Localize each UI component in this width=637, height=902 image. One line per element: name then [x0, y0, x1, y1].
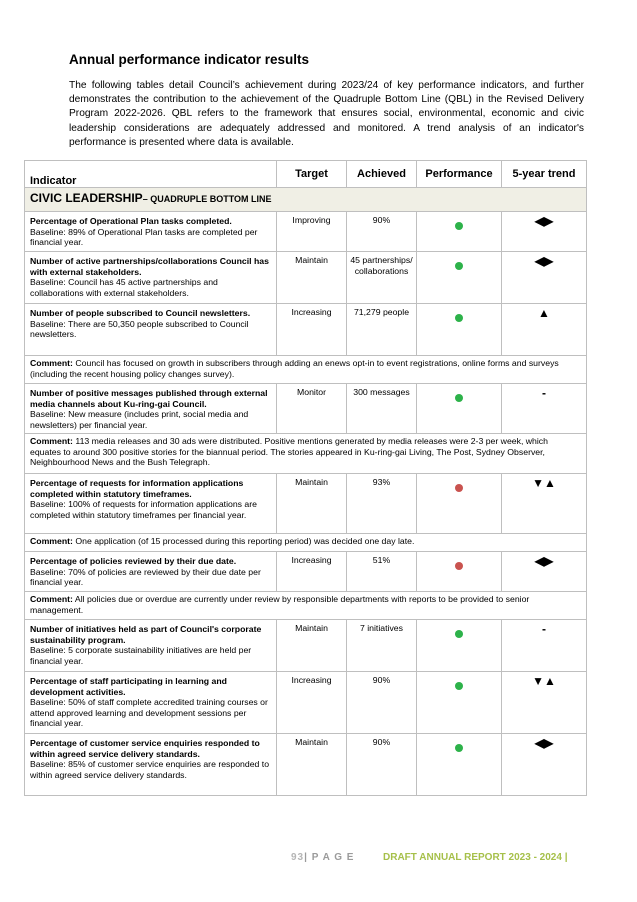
comment-row [25, 534, 587, 552]
comment-label: Comment: [30, 436, 73, 446]
indicator-cell [25, 304, 277, 356]
achieved-cell: 45 partnerships/ collaborations [347, 252, 417, 304]
indicator-name: Percentage of customer service enquiries responded to within agreed service delivery standards. [30, 738, 260, 759]
achieved-cell: 90% [347, 734, 417, 796]
indicator-baseline: Baseline: Council has 45 active partnerships and collaborations with external stakeholders. [30, 277, 218, 298]
table-row [25, 304, 587, 356]
indicator-baseline: Baseline: 85% of customer service enquiries are responded to within agreed service delivery standards. [30, 759, 270, 780]
comment-row [25, 434, 587, 474]
table-row [25, 252, 587, 304]
comment-cell [25, 356, 587, 384]
table-row [25, 734, 587, 796]
section-heading [25, 188, 587, 212]
indicator-name: Percentage of requests for information applications completed within statutory timeframes. [30, 478, 244, 499]
comment-text: Council has focused on growth in subscribers through adding an enews opt-in to event registrations, online forms and surveys (including the recent housing policy changes survey). [30, 358, 559, 379]
trend-cell: ◀▶ [502, 552, 587, 592]
performance-cell [417, 384, 502, 434]
page-number: 93| P A G E [291, 852, 355, 863]
comment-row [25, 356, 587, 384]
trend-cell: ◀▶ [502, 252, 587, 304]
indicator-cell [25, 552, 277, 592]
trend-cell: ▼▲ [502, 474, 587, 534]
status-dot-green [455, 744, 463, 752]
indicator-name: Number of people subscribed to Council newsletters. [30, 308, 251, 318]
section-row [25, 188, 587, 212]
indicator-name: Percentage of Operational Plan tasks completed. [30, 216, 232, 226]
performance-cell [417, 552, 502, 592]
target-cell: Maintain [277, 620, 347, 672]
status-dot-red [455, 562, 463, 570]
achieved-cell: 93% [347, 474, 417, 534]
comment-label: Comment: [30, 594, 73, 604]
performance-cell [417, 212, 502, 252]
indicator-cell [25, 672, 277, 734]
table-row [25, 620, 587, 672]
indicator-baseline: Baseline: New measure (includes print, social media and newsletters) per financial year. [30, 409, 249, 430]
target-cell: Monitor [277, 384, 347, 434]
table-row [25, 552, 587, 592]
table-row [25, 384, 587, 434]
target-cell: Maintain [277, 734, 347, 796]
indicator-baseline: Baseline: 70% of policies are reviewed by their due date per financial year. [30, 566, 261, 588]
trend-cell: - [502, 384, 587, 434]
indicator-baseline: Baseline: There are 50,350 people subscribed to Council newsletters. [30, 318, 249, 340]
header-performance: Performance [417, 161, 502, 188]
page-title: Annual performance indicator results [69, 52, 310, 67]
comment-cell [25, 434, 587, 474]
achieved-cell: 90% [347, 672, 417, 734]
target-cell: Maintain [277, 252, 347, 304]
indicator-cell [25, 252, 277, 304]
comment-row [25, 592, 587, 620]
target-cell: Improving [277, 212, 347, 252]
performance-cell [417, 672, 502, 734]
status-dot-red [455, 484, 463, 492]
trend-cell: ▲ [502, 304, 587, 356]
comment-text: All policies due or overdue are currently under review by responsible departments with reports to be provided to senior management. [30, 594, 530, 615]
kpi-table [24, 160, 587, 796]
indicator-baseline: Baseline: 5 corporate sustainability initiatives are held per financial year. [30, 645, 252, 666]
comment-label: Comment: [30, 358, 73, 368]
achieved-cell: 71,279 people [347, 304, 417, 356]
trend-cell: ◀▶ [502, 734, 587, 796]
status-dot-green [455, 314, 463, 322]
table-row [25, 672, 587, 734]
target-cell: Increasing [277, 552, 347, 592]
indicator-cell [25, 384, 277, 434]
comment-cell [25, 534, 587, 552]
header-indicator: Indicator [25, 161, 277, 188]
comment-cell [25, 592, 587, 620]
trend-cell: - [502, 620, 587, 672]
indicator-baseline: Baseline: 89% of Operational Plan tasks are completed per financial year. [30, 226, 258, 248]
target-cell: Maintain [277, 474, 347, 534]
indicator-baseline: Baseline: 100% of requests for information applications are completed within statutory timeframes per financial year. [30, 499, 257, 520]
trend-cell: ▼▲ [502, 672, 587, 734]
intro-paragraph: The following tables detail Council’s achievement during 2023/24 of key performance indicators, and further demonstrates the contribution to the achievement of the Quadruple Bottom Line (QBL) in the Revised Delivery Program 2022-2026. QBL refers to the framework that ensures social, environmental, economic and civic leadership considerations are adequately addressed and monitored. A trend analysis of an indicator's performance is presented where data is available. [69, 80, 584, 148]
indicator-name: Percentage of staff participating in learning and development activities. [30, 676, 227, 697]
indicator-baseline: Baseline: 50% of staff complete accredited training courses or attend approved learning and development sessions per financial year. [30, 697, 268, 729]
table-row [25, 212, 587, 252]
section-title: CIVIC LEADERSHIP [30, 191, 143, 205]
comment-text: 113 media releases and 30 ads were distributed. Positive mentions generated by media releases were 2-3 per week, which equates to around 300 positive stories for the biannual period. The stories appeared in Ku-ring-gai Living, The Post, Sydney Observer, Neighbourhood News and the Bush Telegraph. [30, 436, 548, 468]
status-dot-green [455, 630, 463, 638]
indicator-name: Number of active partnerships/collaborations Council has with external stakeholders. [30, 256, 269, 277]
indicator-cell [25, 734, 277, 796]
indicator-name: Percentage of policies reviewed by their due date. [30, 556, 237, 566]
report-title-footer: DRAFT ANNUAL REPORT 2023 - 2024 | [383, 852, 568, 863]
achieved-cell: 51% [347, 552, 417, 592]
status-dot-green [455, 394, 463, 402]
comment-label: Comment: [30, 536, 73, 546]
indicator-name: Number of initiatives held as part of Council's corporate sustainability program. [30, 624, 262, 645]
header-target: Target [277, 161, 347, 188]
table-row [25, 474, 587, 534]
achieved-cell: 300 messages [347, 384, 417, 434]
status-dot-green [455, 222, 463, 230]
performance-cell [417, 252, 502, 304]
indicator-cell [25, 212, 277, 252]
status-dot-green [455, 682, 463, 690]
section-subtitle: – QUADRUPLE BOTTOM LINE [142, 194, 272, 204]
indicator-cell [25, 620, 277, 672]
header-achieved: Achieved [347, 161, 417, 188]
achieved-cell: 7 initiatives [347, 620, 417, 672]
indicator-cell [25, 474, 277, 534]
trend-cell: ◀▶ [502, 212, 587, 252]
target-cell: Increasing [277, 304, 347, 356]
achieved-cell: 90% [347, 212, 417, 252]
performance-cell [417, 474, 502, 534]
comment-text: One application (of 15 processed during this reporting period) was decided one day late. [72, 536, 415, 546]
target-cell: Increasing [277, 672, 347, 734]
performance-cell [417, 734, 502, 796]
performance-cell [417, 304, 502, 356]
header-trend: 5-year trend [502, 161, 587, 188]
table-header-row [25, 161, 587, 188]
status-dot-green [455, 262, 463, 270]
indicator-name: Number of positive messages published through external media channels about Ku-ring-gai Council. [30, 388, 268, 409]
performance-cell [417, 620, 502, 672]
